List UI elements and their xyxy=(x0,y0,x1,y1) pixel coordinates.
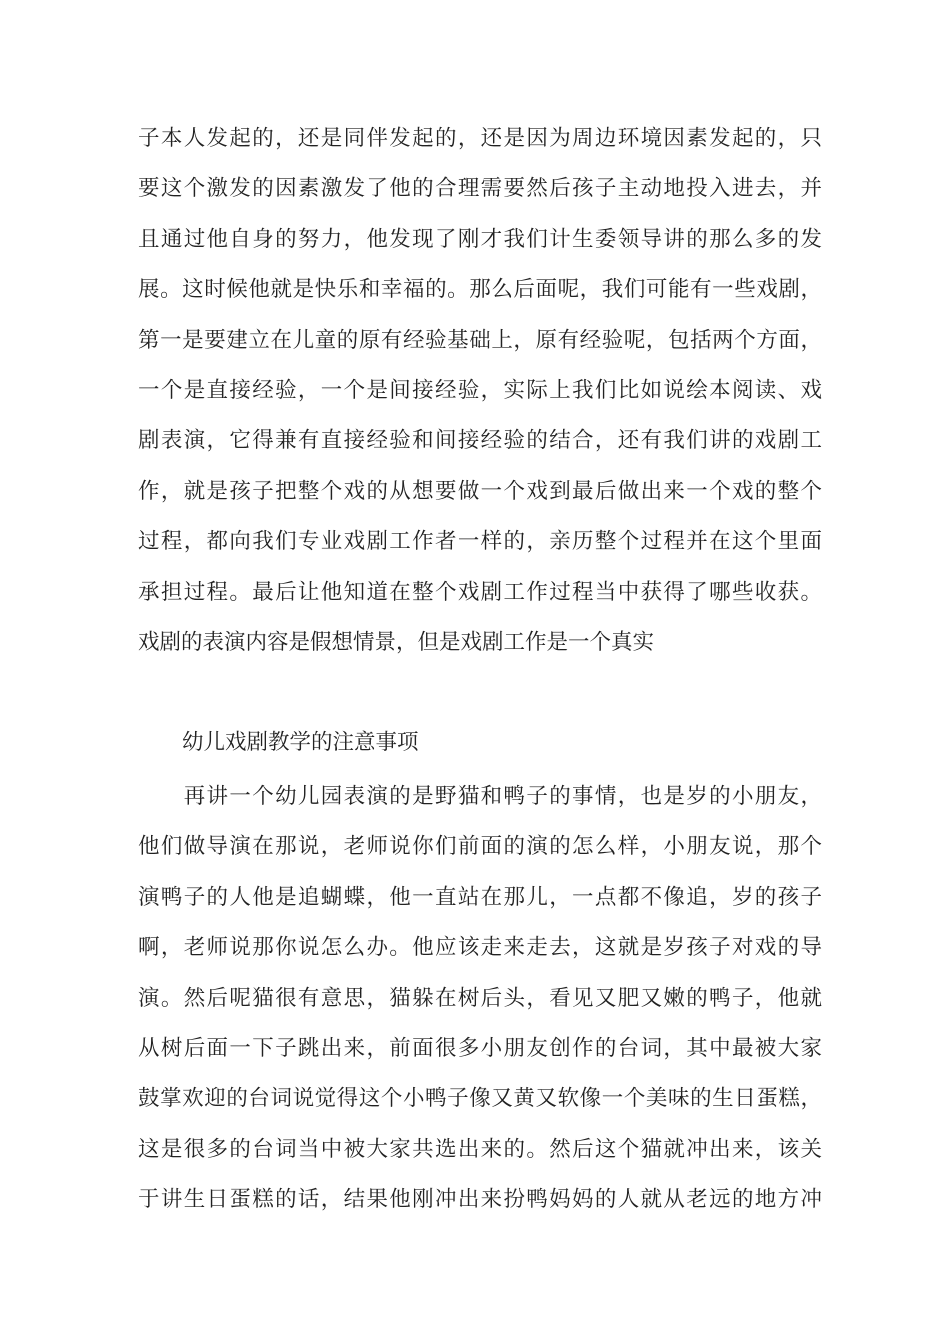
text-line: 承担过程。最后让他知道在整个戏剧工作过程当中获得了哪些收获。 xyxy=(138,579,822,605)
text-line: 啊，老师说那你说怎么办。他应该走来走去，这就是岁孩子对戏的导 xyxy=(138,935,822,961)
text-line: 演。然后呢猫很有意思，猫躲在树后头，看见又肥又嫩的鸭子，他就 xyxy=(138,985,822,1011)
text-line: 再讲一个幼儿园表演的是野猫和鸭子的事情，也是岁的小朋友， xyxy=(138,784,822,809)
text-line: 演鸭子的人他是追蝴蝶，他一直站在那儿，一点都不像追，岁的孩子 xyxy=(138,884,822,910)
text-line: 第一是要建立在儿童的原有经验基础上，原有经验呢，包括两个方面， xyxy=(138,327,822,353)
text-line: 戏剧的表演内容是假想情景，但是戏剧工作是一个真实 xyxy=(138,629,655,655)
text-line: 从树后面一下子跳出来，前面很多小朋友创作的台词，其中最被大家 xyxy=(138,1035,822,1061)
text-line: 作，就是孩子把整个戏的从想要做一个戏到最后做出来一个戏的整个 xyxy=(138,478,822,504)
text-line: 他们做导演在那说，老师说你们前面的演的怎么样，小朋友说，那个 xyxy=(138,834,822,860)
text-line: 且通过他自身的努力，他发现了刚才我们计生委领导讲的那么多的发 xyxy=(138,226,822,252)
text-line: 这是很多的台词当中被大家共选出来的。然后这个猫就冲出来，该关 xyxy=(138,1136,822,1162)
text-line: 要这个激发的因素激发了他的合理需要然后孩子主动地投入进去，并 xyxy=(138,176,822,202)
text-line: 子本人发起的，还是同伴发起的，还是因为周边环境因素发起的，只 xyxy=(138,126,822,151)
text-line: 展。这时候他就是快乐和幸福的。那么后面呢，我们可能有一些戏剧， xyxy=(138,277,822,303)
text-line: 剧表演，它得兼有直接经验和间接经验的结合，还有我们讲的戏剧工 xyxy=(138,428,822,454)
paragraph-cat-and-duck xyxy=(138,772,822,1226)
text-line: 过程，都向我们专业戏剧工作者一样的，亲历整个过程并在这个里面 xyxy=(138,529,822,555)
section-heading: 幼儿戏剧教学的注意事项 xyxy=(182,730,419,755)
text-line: 于讲生日蛋糕的话，结果他刚冲出来扮鸭妈妈的人就从老远的地方冲 xyxy=(138,1187,822,1213)
text-line: 一个是直接经验，一个是间接经验，实际上我们比如说绘本阅读、戏 xyxy=(138,377,822,403)
paragraph-drama-experience xyxy=(138,114,822,668)
text-line: 鼓掌欢迎的台词说觉得这个小鸭子像又黄又软像一个美味的生日蛋糕， xyxy=(138,1086,822,1112)
